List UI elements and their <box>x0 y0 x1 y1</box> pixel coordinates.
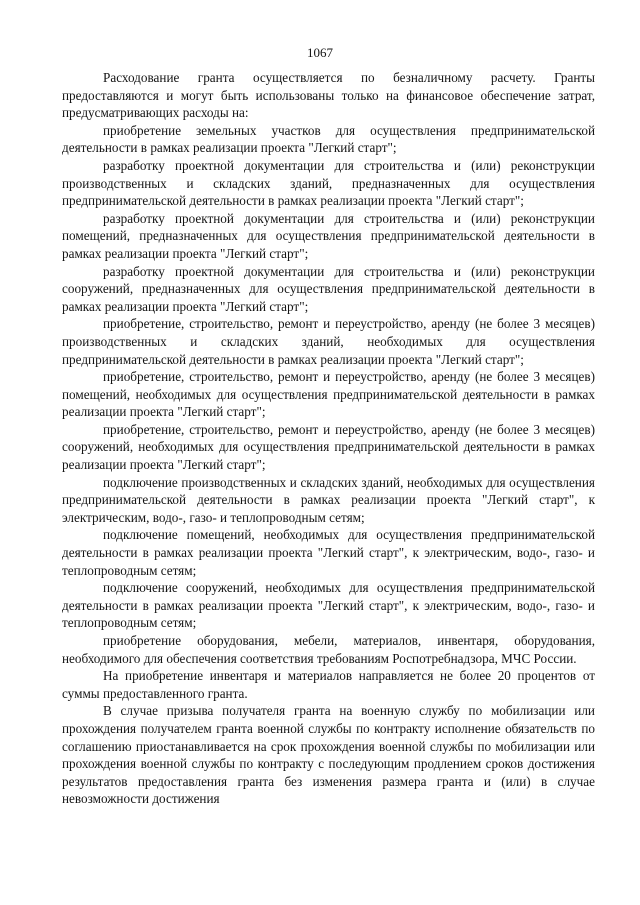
paragraph-item: подключение помещений, необходимых для осуществления предпринимательской деятельности в рамках реализации проекта "Легкий старт", к электрическим, водо-, газо- и теплопроводным сетям; <box>62 527 595 578</box>
page-number: 1067 <box>307 45 333 60</box>
paragraph-item: подключение производственных и складских зданий, необходимых для осуществления предпринимательской деятельности в рамках реализации проекта "Легкий старт", к электрическим, водо-, газо- и теплопроводным сетям; <box>62 474 595 525</box>
paragraph-item: приобретение земельных участков для осуществления предпринимательской деятельности в рамках реализации проекта "Легкий старт"; <box>62 122 595 156</box>
paragraph-item: приобретение оборудования, мебели, материалов, инвентаря, оборудования, необходимого для обеспечения соответствия требованиям Роспотребнадзора, МЧС России. <box>62 633 595 666</box>
paragraph-item: приобретение, строительство, ремонт и переустройство, аренду (не более 3 месяцев) помещений, необходимых для осуществления предпринимательской деятельности в рамках реализации проекта "Легкий старт"; <box>62 369 595 420</box>
paragraph-inventory-limit: На приобретение инвентаря и материалов направляется не более 20 процентов от суммы предоставленного гранта. <box>62 668 595 701</box>
paragraph-item: подключение сооружений, необходимых для осуществления предпринимательской деятельности в рамках реализации проекта "Легкий старт", к электрическим, водо-, газо- и теплопроводным сетям; <box>62 580 595 631</box>
paragraph-item: разработку проектной документации для строительства и (или) реконструкции сооружений, предназначенных для осуществления предпринимательской деятельности в рамках реализации проекта "Легкий старт"; <box>62 263 595 314</box>
paragraph-item: приобретение, строительство, ремонт и переустройство, аренду (не более 3 месяцев) производственных и складских зданий, необходимых для осуществления предпринимательской деятельности в рамках реализации проекта "Легкий старт"; <box>62 316 595 367</box>
document-body <box>62 69 595 808</box>
paragraph-intro: Расходование гранта осуществляется по безналичному расчету. Гранты предоставляются и могут быть использованы только на финансовое обеспечение затрат, предусматривающих расходы на: <box>62 70 595 121</box>
paragraph-item: разработку проектной документации для строительства и (или) реконструкции производственных и складских зданий, предназначенных для осуществления предпринимательской деятельности в рамках реализации проекта "Легкий старт"; <box>62 157 595 209</box>
paragraph-item: приобретение, строительство, ремонт и переустройство, аренду (не более 3 месяцев) сооружений, необходимых для осуществления предпринимательской деятельности в рамках реализации проекта "Легкий старт"; <box>62 421 595 473</box>
paragraph-item: разработку проектной документации для строительства и (или) реконструкции помещений, предназначенных для осуществления предпринимательской деятельности в рамках реализации проекта "Легкий старт"; <box>62 210 595 261</box>
paragraph-mobilization: В случае призыва получателя гранта на военную службу по мобилизации или прохождения получателем гранта военной службы по контракту исполнение обязательств по соглашению приостанавливается на срок прохождения военной службы по мобилизации или прохождения военной службы по контракту с последующим продлением сроков достижения результатов предоставления гранта без изменения размера гранта и (или) в случае невозможности достижения <box>62 703 595 807</box>
